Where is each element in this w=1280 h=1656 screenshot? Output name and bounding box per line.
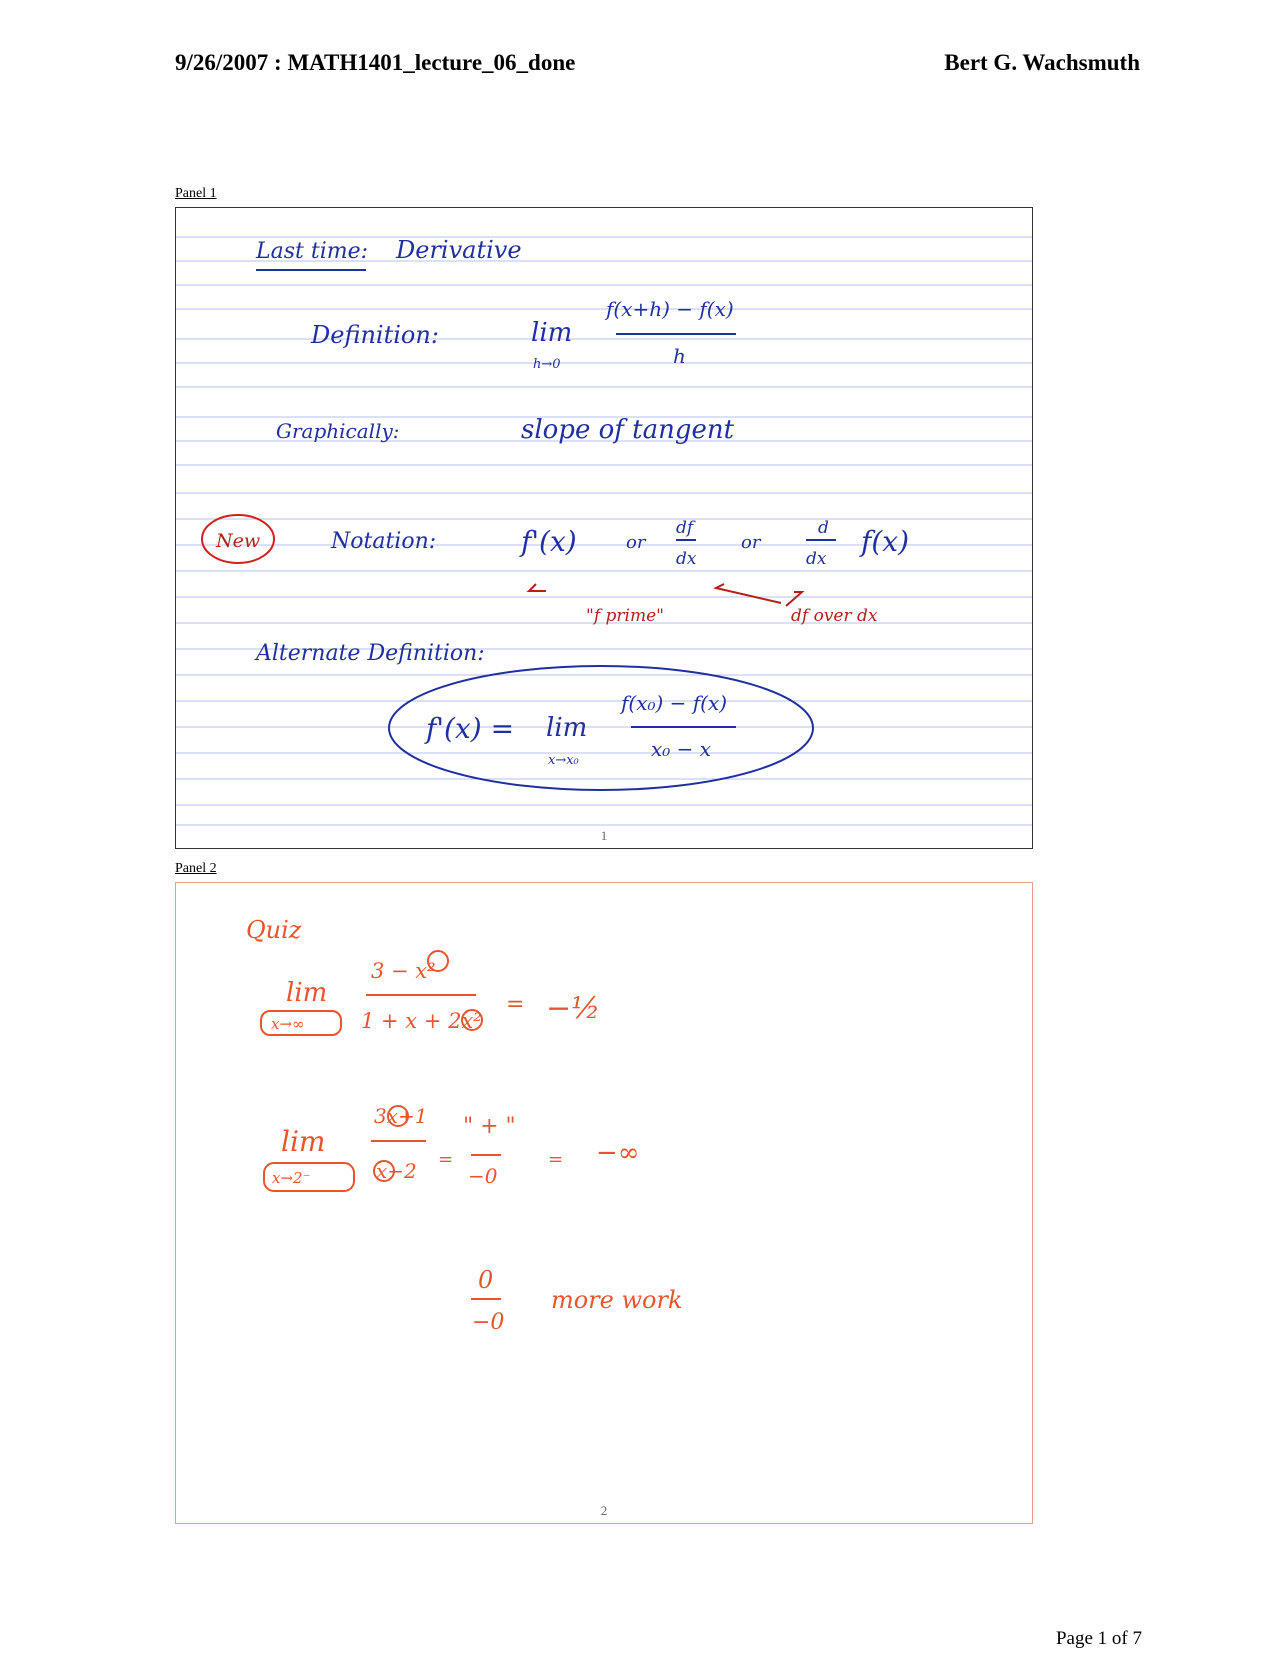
df-over-dx-note: df over dx [791,606,878,626]
def-lim: lim [531,318,573,348]
derivative-heading: Derivative [396,236,522,264]
panel-1-number: 1 [600,828,608,843]
def-denominator: h [673,344,686,368]
def-numerator: f(x+h) − f(x) [606,297,734,321]
new-badge: New [216,530,261,552]
arrow-to-ddx-icon [786,592,802,606]
def-lim-sub: h→0 [533,357,561,372]
q2-result: −∞ [596,1138,640,1168]
q1-lim: lim [286,978,328,1008]
zero-numerator: 0 [478,1266,494,1294]
q2-sign-denominator: −0 [468,1164,498,1188]
panel-1-label: Panel 1 [175,186,217,201]
arrow-to-fprime-icon [529,584,546,591]
q1-numerator: 3 − x² [371,959,436,983]
q2-lim: lim [281,1125,326,1158]
alt-denominator: x₀ − x [651,737,712,761]
panel-1-canvas [176,208,1032,848]
q2-numerator: 3x+1 [374,1104,428,1128]
q2-denominator: x−2 [376,1159,417,1183]
q2-equals-2: = [548,1149,564,1170]
graphically-label: Graphically: [276,419,400,443]
alt-lhs: f'(x) = [426,712,515,745]
alt-lim: lim [546,713,588,743]
panel-2-label: Panel 2 [175,861,217,876]
notation-dx-2: dx [806,549,827,569]
notation-df: df [676,518,694,538]
quiz-label: Quiz [246,916,302,944]
q1-lim-sub: x→∞ [271,1015,305,1033]
alternate-definition-label: Alternate Definition: [256,641,485,666]
panel-2-canvas [176,883,1032,1523]
definition-label: Definition: [311,321,439,349]
document-author: Bert G. Wachsmuth [944,50,1140,75]
alt-lim-sub: x→x₀ [548,753,579,768]
slope-of-tangent: slope of tangent [521,415,735,445]
panel-2 [175,882,1033,1524]
arrow-to-df-icon [716,584,781,603]
notation-fx: f(x) [861,525,910,558]
notation-dx: dx [676,549,697,569]
q2-sign-numerator: " + " [463,1114,516,1139]
document-title: 9/26/2007 : MATH1401_lecture_06_done [175,50,576,75]
zero-denominator: −0 [472,1310,505,1335]
alt-numerator: f(x₀) − f(x) [621,691,728,715]
notation-or-2: or [741,532,761,553]
q1-result: −½ [546,991,601,1026]
notation-d: d [818,518,829,538]
notation-or-1: or [626,532,646,553]
q1-equals: = [506,992,525,1017]
q2-equals-1: = [438,1149,454,1170]
q1-denominator: 1 + x + 2x² [361,1009,482,1033]
more-work-note: more work [551,1286,683,1314]
last-time-label: Last time: [256,239,369,264]
notation-fprime: f'(x) [521,525,577,558]
q2-lim-sub: x→2⁻ [272,1169,311,1187]
f-prime-note: "f prime" [586,606,664,626]
panel-1 [175,207,1033,849]
panel-2-number: 2 [600,1503,608,1518]
page-indicator: Page 1 of 7 [1055,1628,1142,1649]
notation-label: Notation: [331,529,437,554]
